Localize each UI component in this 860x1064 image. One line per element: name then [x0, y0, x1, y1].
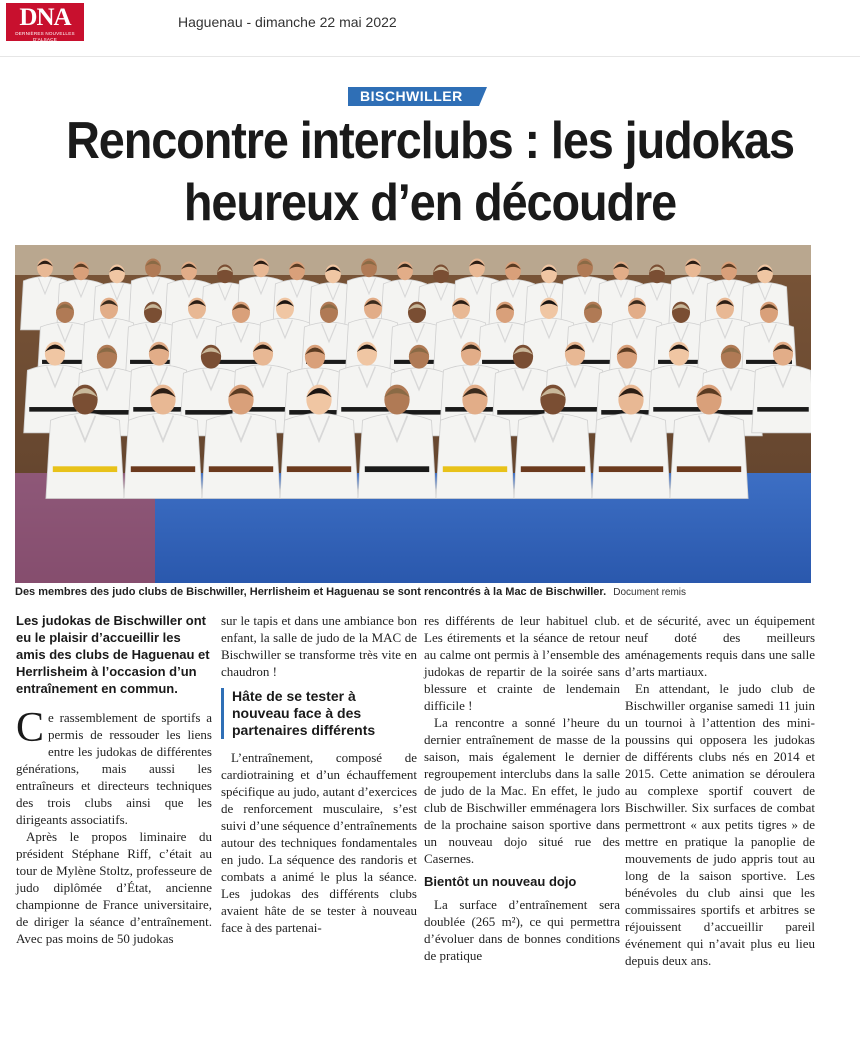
column-3	[424, 612, 620, 964]
article-lead: Les judokas de Bischwiller ont eu le plaisir d’accueillir les amis des clubs de Haguenau et Herrlisheim à l’occasion d’un entraînement en commun.	[16, 613, 210, 696]
drop-cap: C	[16, 705, 45, 751]
paragraph-4: L’entraînement, composé de cardiotraining et d’un échauffement spécifique au judo, autant d’exercices de renforcement musculaire, s’est suivi d’une séquence d’entraînements autour des techniques fondamentales en judo. La séquence des randoris et combats a animé le plus la séance. Les judokas des différents clubs avaient hâte de se tester à nouveau face à des partenai-	[221, 750, 418, 935]
article-headline: Rencontre interclubs : les judokas heureux d’en découdre	[66, 112, 794, 232]
photo-caption	[15, 586, 815, 599]
judokas-group-photo-illustration	[15, 245, 811, 583]
paragraph-3: sur le tapis et dans une ambiance bon enfant, la salle de judo de la MAC de Bischwiller se transforme très vite en chaudron !	[221, 613, 417, 679]
paragraph-7: La surface d’entraînement sera doublée (265 m²), ce qui permettra d’évoluer dans de bonnes conditions de pratique	[424, 897, 620, 963]
dna-logo[interactable]	[6, 3, 84, 41]
column-2	[221, 612, 417, 936]
paragraph-2: Après le propos liminaire du président Stéphane Riff, c’était au tour de Mylène Stoltz, professeure de judo diplômée d’État, ancienne championne de France universitaire, de diriger la séance d’entraînement. Avec pas moins de 50 judokas	[16, 829, 212, 946]
paragraph-9: En attendant, le judo club de Bischwiller organise samedi 11 juin un tournoi à l’attention des mini-poussins qui opposera les judokas de différents clubs nés en 2014 et 2015. Cette animation se déroulera au complexe sportif couvert de Bischwiller. Six surfaces de combat permettront « aux petits tigres » de mettre en pratique la panoplie de mouvements de judo appris tout au long de la saison sportive. Les bénévoles du club ainsi que les commissaires sportifs et arbitres se réjouissent d’accueillir pareil événement qui n’avait plus eu lieu depuis deux ans.	[625, 681, 815, 968]
logo-subtext: DERNIÈRES NOUVELLES D'ALSACE	[15, 31, 75, 42]
page-header	[0, 0, 860, 57]
edition-date: Haguenau - dimanche 22 mai 2022	[178, 14, 397, 30]
photo-credit: Document remis	[613, 587, 687, 598]
column-1	[16, 612, 212, 947]
paragraph-5: res différents de leur habituel club. Les étirements et la séance de retour au calme ont permis à l’ensemble des judokas de repartir de la soirée sans blessure et crainte de lendemain difficile !	[424, 613, 620, 713]
pull-quote: Hâte de se tester à nouveau face à des partenaires différents	[221, 688, 417, 739]
paragraph-8: et de sécurité, avec un équipement neuf doté des meilleurs aménagements requis dans une salle d’arts martiaux.	[625, 613, 815, 679]
subheading: Bientôt un nouveau dojo	[424, 874, 577, 889]
group-photo	[15, 245, 811, 583]
logo-text: DNA	[19, 4, 71, 31]
paragraph-6: La rencontre a sonné l’heure du dernier entraînement de masse de la saison, mais également le dernier regroupement interclubs dans la salle de judo de la Mac. En effet, le judo club de Bischwiller emménagera lors de la prochaine saison sportive dans un nouveau dojo situé rue des Casernes.	[424, 715, 620, 866]
column-4	[625, 612, 815, 969]
paragraph-1-text: e rassemblement de sportifs a permis de ressouder les liens entre les judokas de différentes générations, mais aussi les entraîneurs et directeurs techniques des trois clubs ainsi que les dirigeants associatifs.	[16, 710, 212, 827]
section-kicker: BISCHWILLER	[348, 87, 479, 106]
paragraph-1	[16, 705, 212, 828]
caption-text: Des membres des judo clubs de Bischwiller, Herrlisheim et Haguenau se sont rencontrés à la Mac de Bischwiller.	[15, 586, 607, 598]
